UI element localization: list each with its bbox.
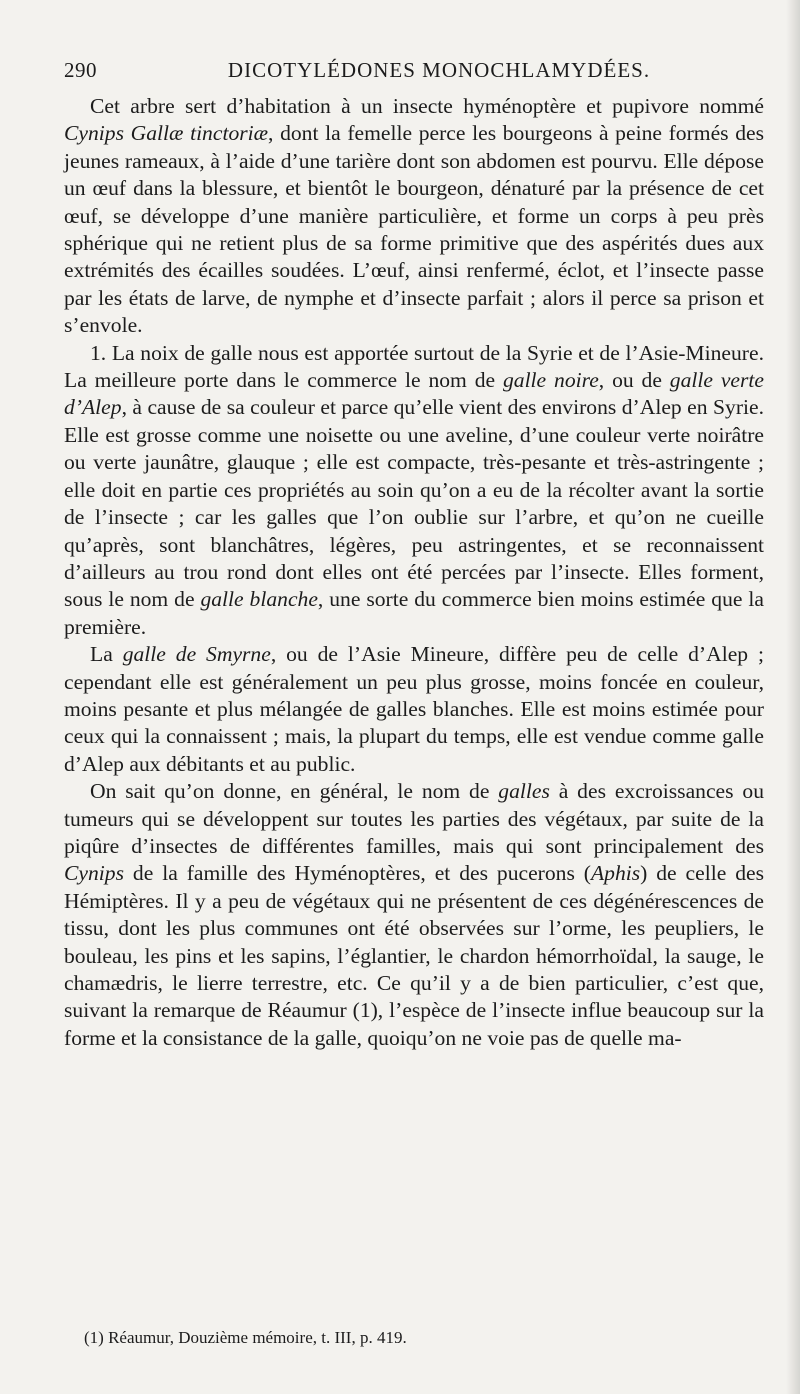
footnote: (1) Réaumur, Douzième mémoire, t. III, p. 419. [84,1328,407,1347]
text-run: , ou de l’Asie Mineure, diffère peu de celle d’Alep ; cependant elle est généralement un peu plus grosse, moins foncée en couleur, moins pesante et plus mélangée de galles blanches. Elle est moins estimée pour ceux qui la connaissent ; mais, la plupart du temps, elle est vendue comme galle d’Alep aux débitants et au public. [64,642,764,776]
page-edge-shadow [786,0,800,1394]
italic-term: Cynips [64,861,124,886]
text-run: , à cause de sa couleur et parce qu’elle vient des environs d’Alep en Syrie. Elle est grosse comme une noisette ou une aveline, d’une couleur verte noirâtre ou verte jaunâtre, glauque ; elle est compacte, très-pesante et très-astringente ; elle doit en partie ces propriétés au soin qu’on a eu de la récolter avant la sortie de l’insecte ; car les galles que l’on oublie sur l’arbre, et qu’on ne cueille qu’après, sont blanchâtres, légères, peu astringentes, et se reconnaissent d’ailleurs au trou rond dont elles ont été percées par l’insecte. Elles forment, sous le nom de [64,395,764,612]
text-run: de la famille des Hyménoptères, et des pucerons ( [123,861,591,886]
text-run: à des excroissances ou tumeurs qui se développent sur toutes les parties des végétaux, par suite de la piqûre d’insectes de différentes familles, mais qui sont principalement des [64,779,764,858]
running-title: DICOTYLÉDONES MONOCHLAMYDÉES. [227,58,651,82]
text-run: 1. La noix de galle nous est apportée surtout de la Syrie et de l’Asie-Mineure. La meilleure porte dans le commerce le nom de [64,340,764,393]
paragraph [64,641,764,778]
italic-term: galle blanche [200,587,318,612]
paragraph [64,778,764,1052]
text-run: On sait qu’on donne, en général, le nom de [90,779,499,804]
text-run: , dont la femelle perce les bourgeons à peine formés des jeunes rameaux, à l’aide d’une tarière dont son abdomen est pourvu. Elle dépose un œuf dans la blessure, et bientôt le bourgeon, dénaturé par la présence de cet œuf, se développe d’une manière particulière, et forme un corps à peu près sphérique qui ne retient plus de sa forme primitive que des aspérités dues aux extrémités des écailles soudées. L’œuf, ainsi renfermé, éclot, et l’insecte passe par les états de larve, de nymphe et d’insecte parfait ; alors il perce sa prison et s’envole. [64,121,764,338]
italic-term: galles [498,779,550,804]
body-text [64,93,764,1052]
italic-term: galle noire [502,368,599,393]
italic-term: galle verte d’Alep [64,368,765,420]
italic-term: Aphis [590,861,641,886]
paragraph [64,93,764,340]
italic-term: Cynips Gallæ tinctoriæ [64,121,269,146]
page-number: 290 [64,58,97,82]
text-run: , une sorte du commerce bien moins estimée que la première. [64,587,764,639]
italic-term: galle de Smyrne [122,642,271,667]
text-run: ) de celle des Hémiptères. Il y a peu de végétaux qui ne présentent de ces dégénérescences de tissu, dont les plus communes ont été observées sur l’orme, les peupliers, le bouleau, les pins et les sapins, l’églantier, le chardon hémorrhoïdal, la sauge, le chamædris, le lierre terrestre, etc. Ce qu’il y a de bien particulier, c’est que, suivant la remarque de Réaumur (1), l’espèce de l’insecte influe beaucoup sur la forme et la consistance de la galle, quoiqu’on ne voie pas de quelle ma- [64,861,764,1050]
text-run: La [90,642,123,667]
text-run: Cet arbre sert d’habitation à un insecte hyménoptère et pupivore nommé [90,94,764,118]
paragraph [64,340,764,641]
page-header [64,58,764,83]
text-run: , ou de [598,368,670,393]
